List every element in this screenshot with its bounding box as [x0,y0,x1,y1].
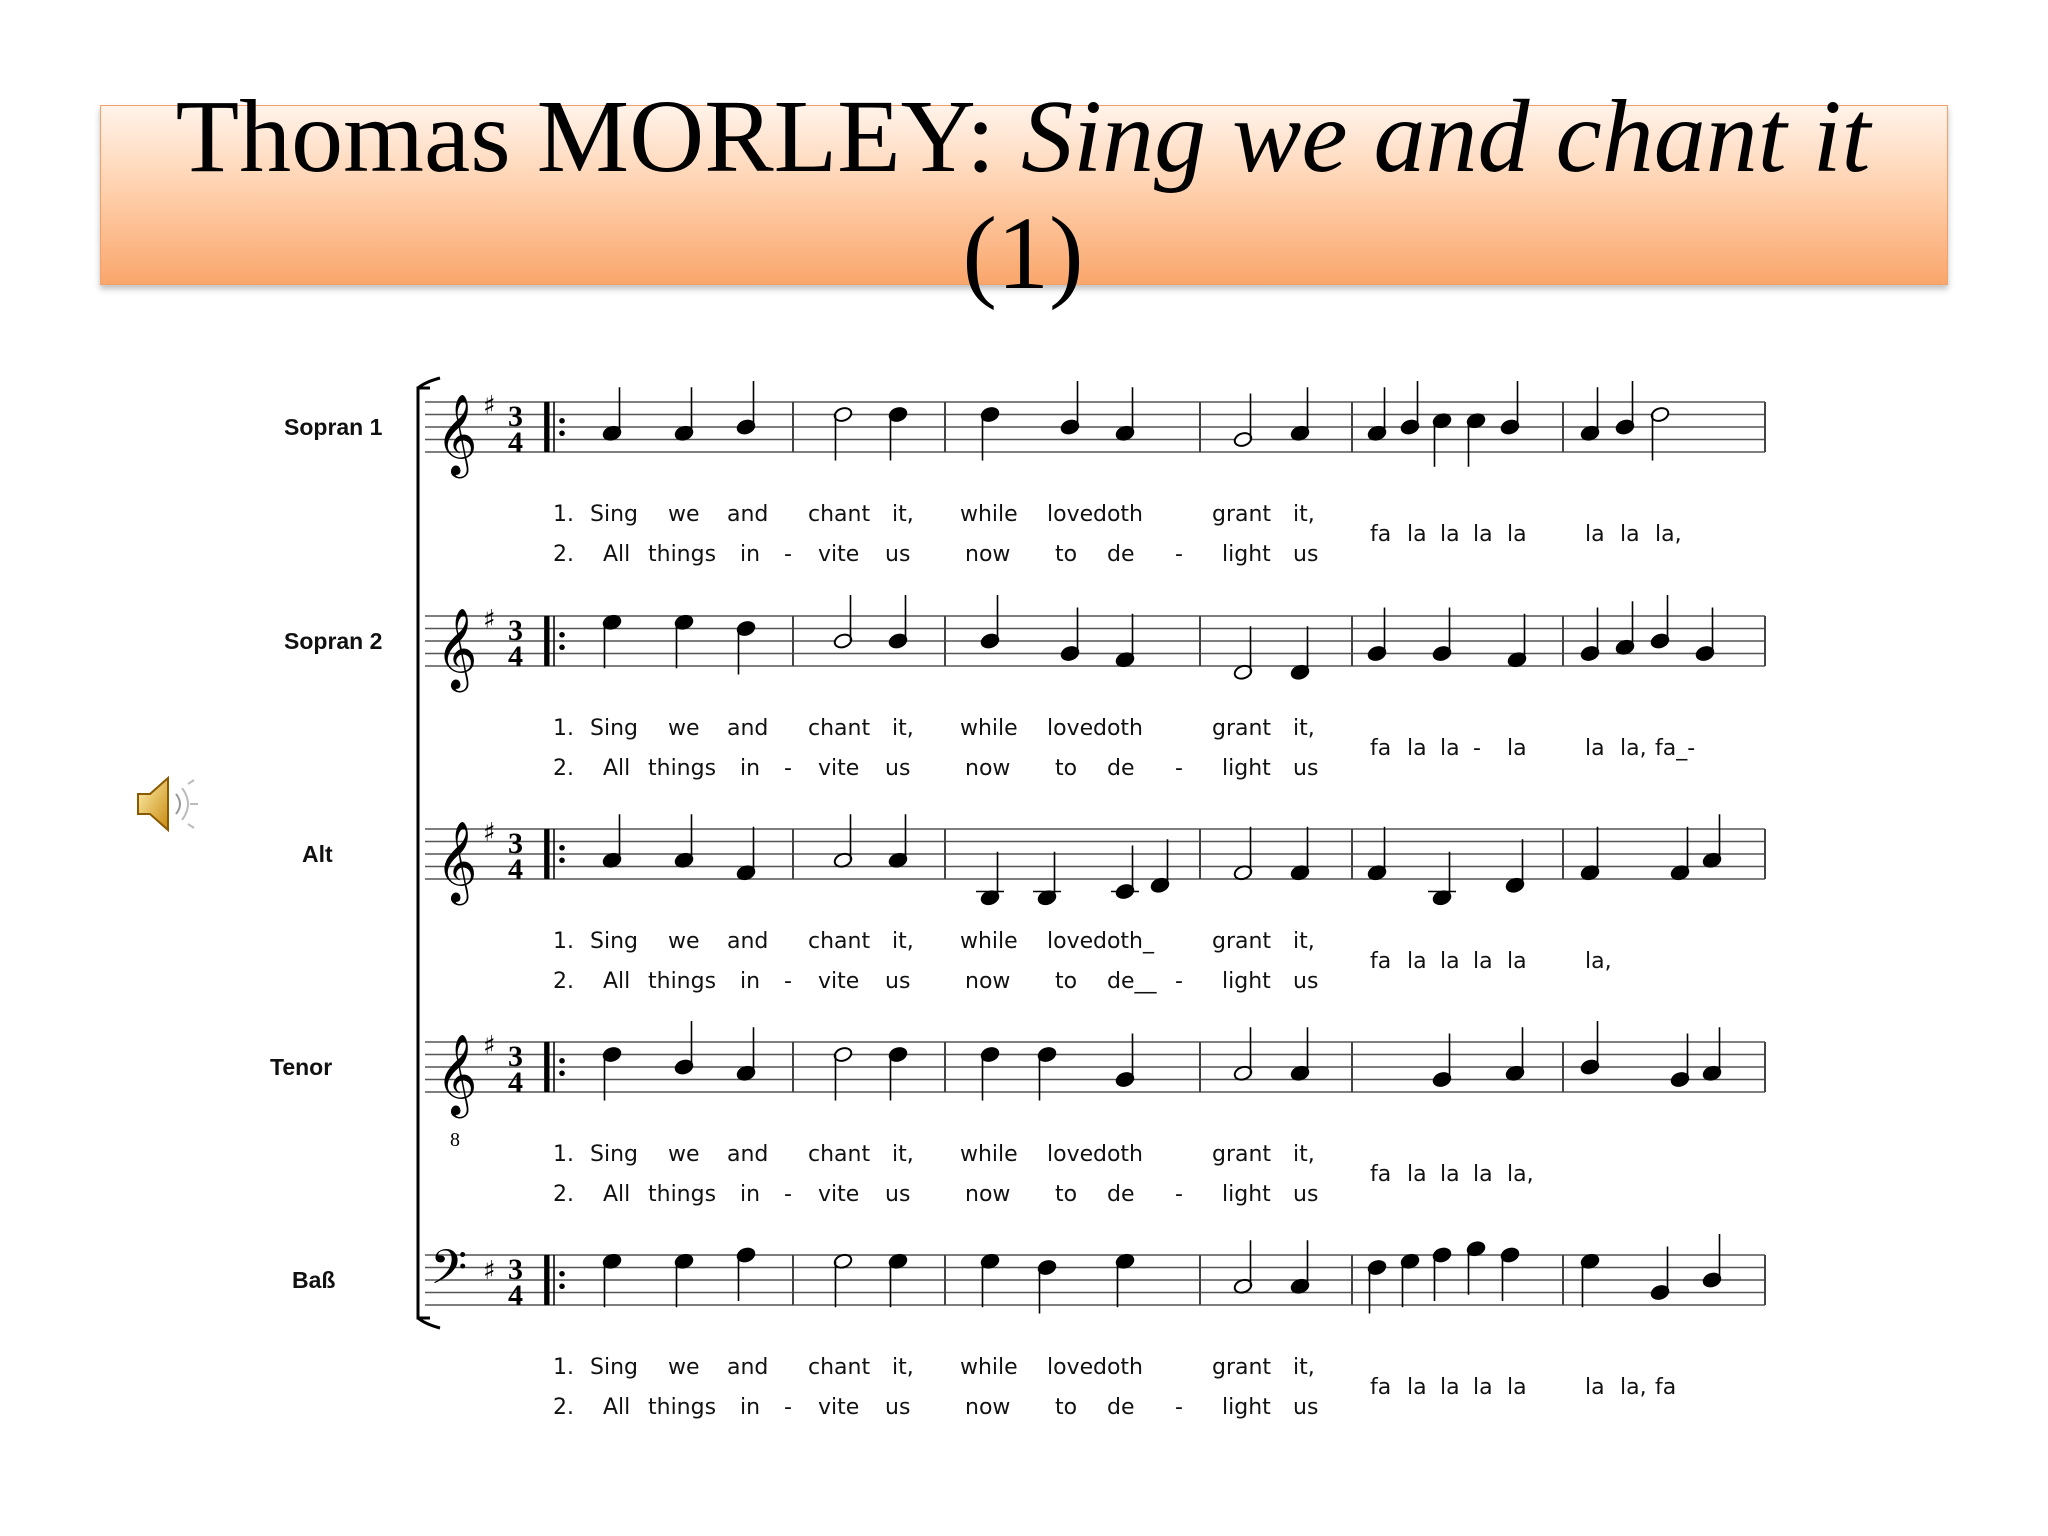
lyric-verse2: in [740,542,761,567]
repeat-dot [559,1271,565,1277]
lyric-verse2: us [1293,542,1319,567]
lyric-verse2: to [1055,756,1078,781]
repeat-dot [559,845,565,851]
lyric-verse1: Sing [590,929,638,954]
lyric-verse2: - [1175,1395,1183,1420]
lyric-verse2: - [1175,542,1183,567]
lyric-verse2: to [1055,1395,1078,1420]
lyric-verse2: de [1107,542,1135,567]
lyric-verse1: and [727,1142,769,1167]
bass-clef: 𝄢 [430,1239,468,1307]
lyric-verse2: us [885,1395,911,1420]
system-bracket [418,388,430,1318]
lyric-fala: fa [1370,1162,1392,1187]
lyric-verse2: now [965,1182,1011,1207]
lyric-verse1: grant [1212,716,1272,741]
lyric-fala: la [1507,1375,1527,1400]
lyric-verse1: and [727,502,769,527]
lyric-fala: fa [1370,1375,1392,1400]
lyric-verse2: de [1107,756,1135,781]
time-signature-top: 3 [508,400,523,433]
lyric-verse2: - [784,1182,792,1207]
treble-clef: 𝄞 [436,820,478,902]
lyric-verse2: us [885,542,911,567]
lyric-verse1: it, [1293,502,1315,527]
lyric-verse1: we [668,716,700,741]
lyric-fala: la [1507,522,1527,547]
lyric-verse1: love [1047,1355,1094,1380]
lyric-verse2: in [740,1395,761,1420]
lyric-verse2: us [1293,756,1319,781]
lyric-fala: la [1440,522,1460,547]
lyric-verse2: vite [818,756,860,781]
lyric-verse2: light [1222,1182,1271,1207]
lyric-verse2: vite [818,969,860,994]
lyric-verse2: to [1055,542,1078,567]
lyric-fala: la [1473,1375,1493,1400]
key-signature-sharp: ♯ [483,391,496,421]
part-label: Tenor [270,1054,333,1080]
lyric-verse1: while [960,1142,1018,1167]
lyric-verse1: it, [1293,1355,1315,1380]
lyric-verse2: us [1293,1395,1319,1420]
time-signature-top: 3 [508,1040,523,1073]
lyric-verse1: chant [808,929,871,954]
lyric-fala: - [1473,736,1481,761]
lyric-fala: la [1473,522,1493,547]
lyric-fala: fa [1655,1375,1677,1400]
lyric-verse2: now [965,542,1011,567]
lyric-verse2: light [1222,756,1271,781]
time-signature-bottom: 4 [508,426,523,459]
lyric-verse2: things [648,542,717,567]
repeat-dot [559,1283,565,1289]
time-signature-top: 3 [508,827,523,860]
lyric-verse2: us [1293,969,1319,994]
lyric-verse1: it, [1293,716,1315,741]
lyric-verse2: to [1055,969,1078,994]
lyric-fala: fa [1370,522,1392,547]
lyric-verse1: Sing [590,502,638,527]
lyric-verse1: and [727,1355,769,1380]
lyric-verse1: chant [808,502,871,527]
part-label: Baß [292,1267,336,1293]
lyric-verse1: chant [808,1142,871,1167]
lyric-verse2: de__ [1107,969,1157,994]
lyric-fala: la, [1507,1162,1534,1187]
lyric-verse2: All [603,1395,631,1420]
key-signature-sharp: ♯ [483,1031,496,1061]
lyric-fala: la, [1620,1375,1647,1400]
repeat-dot [559,418,565,424]
title-work: Sing we and chant it [1021,79,1871,194]
lyric-fala: la [1440,949,1460,974]
lyric-verse1: doth [1093,502,1143,527]
lyric-verse1: love [1047,716,1094,741]
lyric-verse1: grant [1212,502,1272,527]
lyric-fala: la [1407,736,1427,761]
lyric-verse1: Sing [590,716,638,741]
lyric-verse1: 1. [553,929,574,954]
lyric-verse2: vite [818,1182,860,1207]
lyric-verse2: in [740,1182,761,1207]
title-part-number: (1) [962,196,1084,311]
lyric-fala: la [1407,1375,1427,1400]
part-label: Sopran 1 [284,414,383,440]
lyric-verse1: grant [1212,1142,1272,1167]
part-label: Alt [302,841,333,867]
repeat-dot [559,857,565,863]
lyric-fala: la [1585,1375,1605,1400]
lyric-verse2: - [1175,756,1183,781]
lyric-verse1: while [960,1355,1018,1380]
lyric-verse2: All [603,542,631,567]
lyric-verse1: while [960,716,1018,741]
lyric-verse2: 2. [553,1182,574,1207]
lyric-fala: fa_- [1655,736,1696,761]
lyric-verse1: 1. [553,1142,574,1167]
lyric-verse1: and [727,929,769,954]
lyric-verse2: things [648,756,717,781]
lyric-verse2: - [1175,969,1183,994]
lyric-verse1: while [960,502,1018,527]
lyric-fala: la [1407,1162,1427,1187]
lyric-verse1: 1. [553,1355,574,1380]
lyric-verse2: to [1055,1182,1078,1207]
lyric-verse2: light [1222,969,1271,994]
lyric-verse2: de [1107,1182,1135,1207]
lyric-fala: la [1440,736,1460,761]
lyric-verse1: doth [1093,1355,1143,1380]
lyric-fala: la, [1585,949,1612,974]
lyric-verse2: us [885,1182,911,1207]
title-composer: Thomas MORLEY: [175,79,1022,194]
part-label: Sopran 2 [284,628,383,654]
lyric-verse2: things [648,1182,717,1207]
lyric-verse1: doth [1093,716,1143,741]
lyric-fala: la [1507,949,1527,974]
key-signature-sharp: ♯ [483,818,496,848]
lyric-verse2: - [784,1395,792,1420]
repeat-dot [559,430,565,436]
lyric-verse1: grant [1212,1355,1272,1380]
lyric-verse1: we [668,1142,700,1167]
lyric-verse1: it, [892,929,914,954]
lyric-verse1: it, [1293,1142,1315,1167]
lyric-verse2: now [965,756,1011,781]
time-signature-bottom: 4 [508,640,523,673]
lyric-fala: fa [1370,736,1392,761]
lyric-fala: la [1473,1162,1493,1187]
lyric-verse1: 1. [553,716,574,741]
lyric-verse2: 2. [553,1395,574,1420]
key-signature-sharp: ♯ [483,605,496,635]
lyric-verse1: it, [1293,929,1315,954]
lyric-verse2: All [603,1182,631,1207]
lyric-verse2: things [648,1395,717,1420]
repeat-dot [559,1058,565,1064]
lyric-fala: la [1440,1162,1460,1187]
lyric-verse1: we [668,502,700,527]
treble-clef: 𝄞 [436,1033,478,1115]
lyric-fala: la [1620,522,1640,547]
lyric-verse1: it, [892,1355,914,1380]
time-signature-top: 3 [508,1253,523,1286]
lyric-verse1: while [960,929,1018,954]
lyric-fala: la [1473,949,1493,974]
lyric-verse2: us [885,969,911,994]
treble-clef: 𝄞 [436,607,478,689]
lyric-verse2: - [1175,1182,1183,1207]
lyric-verse1: it, [892,1142,914,1167]
time-signature-bottom: 4 [508,1066,523,1099]
lyric-fala: la [1440,1375,1460,1400]
lyric-verse1: we [668,1355,700,1380]
lyric-verse2: vite [818,1395,860,1420]
lyric-verse2: things [648,969,717,994]
lyric-verse1: it, [892,716,914,741]
time-signature-top: 3 [508,614,523,647]
octave-mark: 8 [450,1129,460,1151]
lyric-verse2: us [885,756,911,781]
lyric-verse2: now [965,969,1011,994]
lyric-verse1: chant [808,716,871,741]
repeat-dot [559,644,565,650]
lyric-verse2: light [1222,542,1271,567]
lyric-verse2: 2. [553,756,574,781]
lyric-fala: la, [1655,522,1682,547]
lyric-verse2: - [784,969,792,994]
lyric-verse2: light [1222,1395,1271,1420]
lyric-verse1: it, [892,502,914,527]
treble-clef: 𝄞 [436,393,478,475]
lyric-verse2: - [784,756,792,781]
time-signature-bottom: 4 [508,853,523,886]
lyric-fala: la [1585,522,1605,547]
lyric-fala: la, [1620,736,1647,761]
lyric-verse1: doth_ [1093,929,1154,954]
lyric-verse1: Sing [590,1355,638,1380]
lyric-verse1: doth [1093,1142,1143,1167]
lyric-verse1: 1. [553,502,574,527]
lyric-fala: fa [1370,949,1392,974]
time-signature-bottom: 4 [508,1279,523,1312]
lyric-verse2: de [1107,1395,1135,1420]
lyric-verse2: in [740,969,761,994]
lyric-fala: la [1507,736,1527,761]
lyric-verse1: grant [1212,929,1272,954]
lyric-verse2: All [603,969,631,994]
lyric-verse2: in [740,756,761,781]
lyric-verse1: Sing [590,1142,638,1167]
lyric-fala: la [1585,736,1605,761]
lyric-fala: la [1407,522,1427,547]
lyric-verse2: us [1293,1182,1319,1207]
key-signature-sharp: ♯ [483,1256,496,1286]
lyric-verse1: we [668,929,700,954]
lyric-verse2: All [603,756,631,781]
repeat-dot [559,632,565,638]
lyric-verse1: love [1047,929,1094,954]
lyric-verse2: now [965,1395,1011,1420]
lyric-verse2: vite [818,542,860,567]
lyric-verse1: love [1047,502,1094,527]
lyric-verse2: 2. [553,969,574,994]
lyric-verse1: chant [808,1355,871,1380]
lyric-verse1: and [727,716,769,741]
lyric-verse1: love [1047,1142,1094,1167]
lyric-verse2: - [784,542,792,567]
repeat-dot [559,1070,565,1076]
lyric-verse2: 2. [553,542,574,567]
lyric-fala: la [1407,949,1427,974]
